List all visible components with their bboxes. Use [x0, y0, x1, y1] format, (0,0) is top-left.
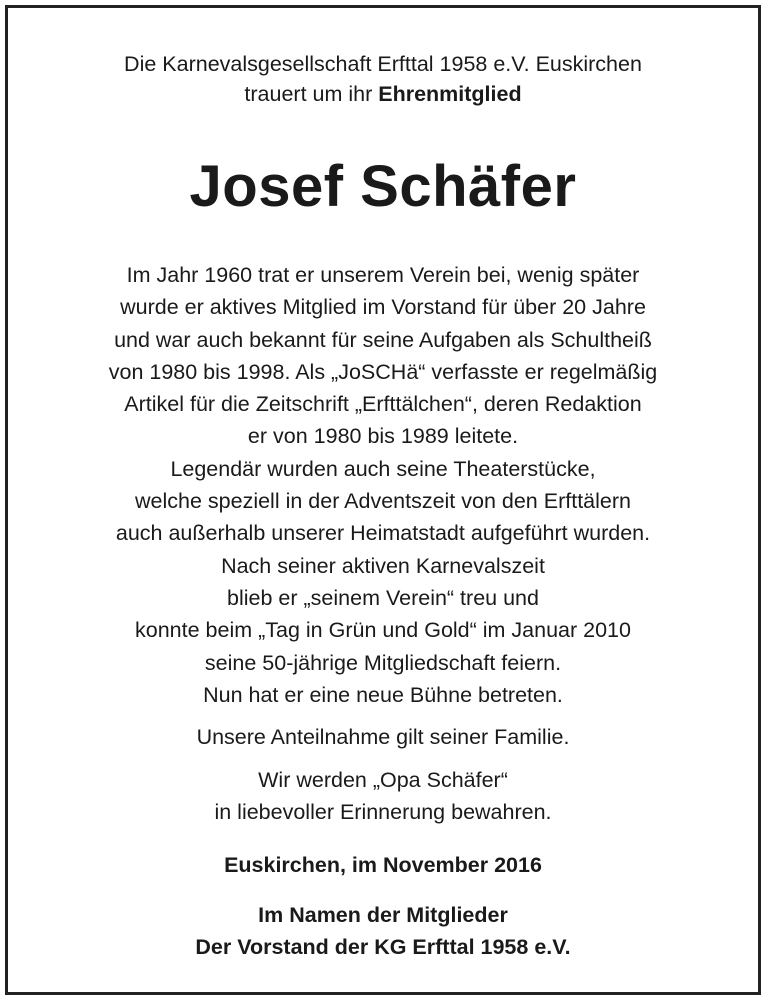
- deceased-name: Josef Schäfer: [189, 154, 577, 219]
- body-line: Artikel für die Zeitschrift „Erfttälchen“, deren Redaktion: [124, 392, 642, 417]
- body-line: seine 50-jährige Mitgliedschaft feiern.: [204, 650, 562, 675]
- closing-condolence-line: Unsere Anteilnahme gilt seiner Familie.: [196, 725, 570, 749]
- body-line: wurde er aktives Mitglied im Vorstand für über 20 Jahre: [120, 295, 646, 320]
- place-date-line: Euskirchen, im November 2016: [224, 853, 542, 877]
- signature-line: Im Namen der Mitglieder: [258, 903, 508, 927]
- header-mourning-prefix: trauert um ihr: [244, 82, 379, 106]
- obituary-header: [8, 49, 758, 109]
- signature: [8, 899, 758, 963]
- body-line: blieb er „seinem Verein“ treu und: [227, 585, 539, 610]
- obituary-frame: [5, 5, 761, 995]
- body-line: Im Jahr 1960 trat er unserem Verein bei, wenig später: [126, 263, 640, 287]
- body-line: Nach seiner aktiven Karnevalszeit: [221, 553, 545, 578]
- body-line: konnte beim „Tag in Grün und Gold“ im Januar 2010: [135, 618, 631, 643]
- header-honorary-member: Ehrenmitglied: [378, 82, 522, 106]
- body-line: er von 1980 bis 1989 leitete.: [247, 424, 519, 449]
- body-line: und war auch bekannt für seine Aufgaben als Schultheiß: [114, 327, 652, 352]
- header-mourning-line: [8, 79, 758, 109]
- closing-memory-line: in liebevoller Erinnerung bewahren.: [214, 800, 552, 824]
- body-line: Legendär wurden auch seine Theaterstücke,: [170, 456, 596, 481]
- header-association-line: Die Karnevalsgesellschaft Erfttal 1958 e.V. Euskirchen: [124, 52, 642, 76]
- body-line: welche speziell in der Adventszeit von den Erfttälern: [135, 489, 631, 514]
- body-line: von 1980 bis 1998. Als „JoSCHä“ verfasste er regelmäßig: [108, 359, 658, 384]
- body-line: auch außerhalb unserer Heimatstadt aufgeführt wurden.: [115, 521, 651, 546]
- closing-stage-line: Nun hat er eine neue Bühne betreten.: [203, 683, 563, 707]
- obituary-body: [8, 259, 758, 679]
- signature-line: Der Vorstand der KG Erfttal 1958 e.V.: [195, 935, 571, 959]
- closing-memory: [8, 764, 758, 828]
- closing-memory-line: Wir werden „Opa Schäfer“: [258, 768, 508, 792]
